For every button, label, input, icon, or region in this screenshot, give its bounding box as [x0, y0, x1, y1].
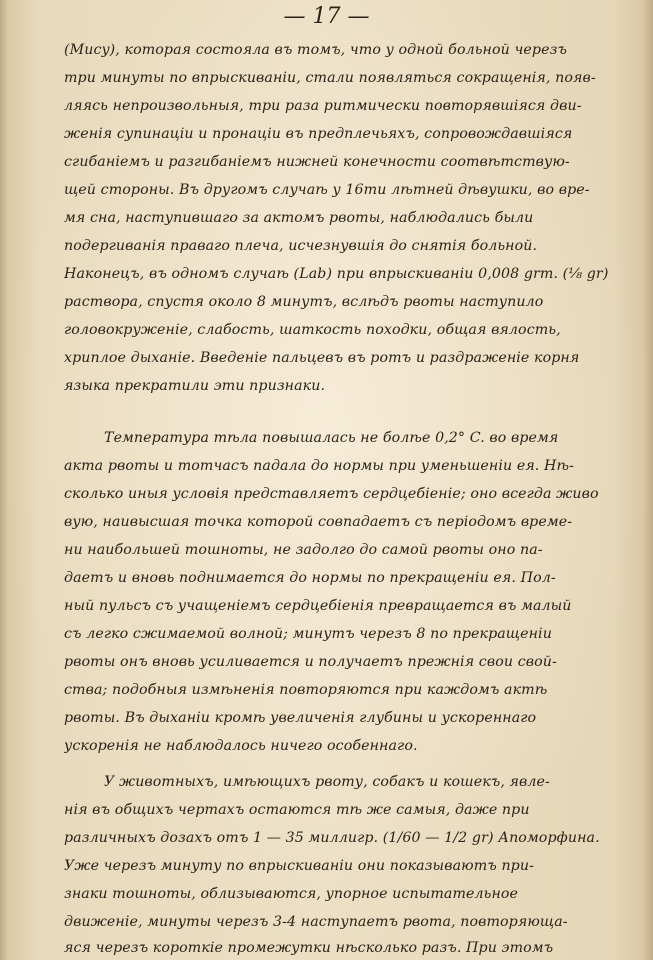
text-line: хриплое дыханіе. Введеніе пальцевъ въ ротъ и раздраженіе корня: [64, 350, 580, 366]
text-line: даетъ и вновь поднимается до нормы по прекращеніи ея. Пол-: [64, 570, 556, 586]
text-line: три минуты по впрыскиваніи, стали появляться сокращенія, появ-: [64, 70, 596, 86]
text-line: щей стороны. Въ другомъ случаѣ у 16ти лѣтней дѣвушки, во вре-: [64, 182, 590, 198]
text-line: женія супинаціи и пронаціи въ предплечьяхъ, сопровождавшіяся: [64, 126, 573, 142]
text-line: языка прекратили эти признаки.: [64, 378, 326, 394]
text-line: ляясь непроизвольныя, три раза ритмически повторявшіяся дви-: [64, 98, 582, 114]
text-line: съ легко сжимаемой волной; минутъ черезъ 8 по прекращеніи: [64, 626, 552, 642]
text-line: подергиванія праваго плеча, исчезнувшія до снятія больной.: [64, 238, 538, 254]
page-edge-shadow: [643, 0, 653, 960]
text-line: различныхъ дозахъ отъ 1 — 35 миллигр. (1/60 — 1/2 gr) Апоморфина.: [64, 830, 600, 846]
text-line: рвоты онъ вновь усиливается и получаетъ прежнія свои свой-: [64, 654, 557, 670]
page-number: — 17 —: [283, 4, 370, 29]
text-line: рвоты. Въ дыханіи кромѣ увеличенія глубины и ускореннаго: [64, 710, 537, 726]
text-line: вую, наивысшая точка которой совпадаетъ съ періодомъ време-: [64, 514, 573, 530]
text-line: сколько иныя условія представляетъ сердцебіеніе; оно всегда живо: [64, 486, 599, 502]
text-line: головокруженіе, слабость, шаткость походки, общая вялость,: [64, 322, 561, 338]
text-line: ни наибольшей тошноты, не задолго до самой рвоты оно па-: [64, 542, 543, 558]
text-line: Уже черезъ минуту по впрыскиваніи они показываютъ при-: [64, 858, 534, 874]
text-line: ства; подобныя измѣненія повторяются при каждомъ актѣ: [64, 682, 548, 698]
text-line: яся черезъ короткіе промежутки нѣсколько разъ. При этомъ: [64, 940, 554, 956]
text-line: раствора, спустя около 8 минутъ, вслѣдъ рвоты наступило: [64, 294, 544, 310]
text-line: нія въ общихъ чертахъ остаются тѣ же самыя, даже при: [64, 802, 530, 818]
text-line: (Mucy), которая состояла въ томъ, что у одной больной черезъ: [64, 42, 567, 58]
text-line: акта рвоты и тотчасъ падала до нормы при уменьшеніи ея. Нѣ-: [64, 458, 575, 474]
text-line: знаки тошноты, облизываются, упорное испытательное: [64, 886, 519, 902]
text-line-paragraph-start: У животныхъ, имѣющихъ рвоту, собакъ и кошекъ, явле-: [104, 774, 550, 790]
text-line-paragraph-start: Температура тѣла повышалась не болѣе 0,2° C. во время: [104, 430, 559, 446]
text-line: ный пульсъ съ учащеніемъ сердцебіенія превращается въ малый: [64, 598, 572, 614]
text-line: сгибаніемъ и разгибаніемъ нижней конечности соотвѣтствую-: [64, 154, 570, 170]
text-line: ускоренія не наблюдалось ничего особеннаго.: [64, 738, 418, 754]
text-line: мя сна, наступившаго за актомъ рвоты, наблюдались были: [64, 210, 534, 226]
page-spine-shadow: [0, 0, 8, 960]
text-line: движеніе, минуты черезъ 3-4 наступаетъ рвота, повторяюща-: [64, 914, 568, 930]
text-line: Наконецъ, въ одномъ случаѣ (Lab) при впрыскиваніи 0,008 grm. (⅛ gr): [64, 266, 609, 282]
